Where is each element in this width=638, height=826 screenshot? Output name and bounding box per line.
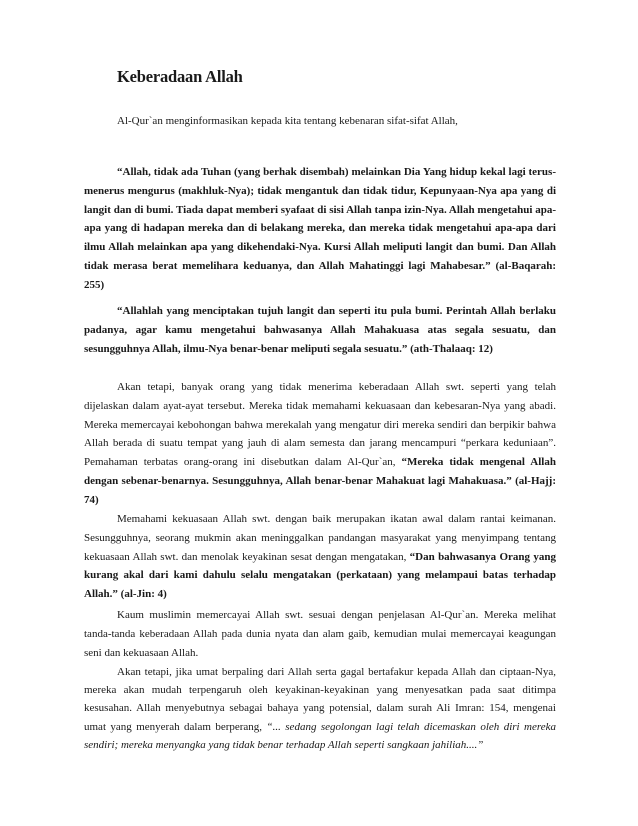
- quote-paragraph-2: [84, 302, 556, 358]
- body-paragraph-5: [84, 606, 556, 662]
- quote-text: “Mereka tidak mengenal Allah dengan sebenar-benarnya. Sesungguhnya, Allah benar-benar Mahakuat lagi Mahakuasa.” (al-Hajj: 74): [84, 456, 556, 506]
- body-text: Akan tetapi, banyak orang yang tidak menerima keberadaan Allah swt. seperti yang telah dijelaskan dalam ayat-ayat tersebut. Mereka tidak memahami kekuasaan dan kebesaran-Nya yang abadi. Mereka memercayai kebohongan bahwa merekalah yang mengatur diri mereka sendiri dan berpikir bahwa Allah berada di suatu tempat yang jauh di alam semesta dan jarang mencampuri “perkara keduniaan”. Pemahaman terbatas orang-orang ini disebutkan dalam Al-Qur`an,: [84, 381, 556, 469]
- body-paragraph-6: [84, 663, 556, 754]
- intro-text: Al-Qur`an menginformasikan kepada kita tentang kebenaran sifat-sifat Allah,: [117, 115, 458, 127]
- body-text: Kaum muslimin memercayai Allah swt. sesuai dengan penjelasan Al-Qur`an. Mereka melihat tanda-tanda keberadaan Allah pada dunia nyata dan alam gaib, kemudian mulai memercayai keagungan seni dan kekuasaan Allah.: [84, 609, 556, 659]
- quote-text: “Allahlah yang menciptakan tujuh langit dan seperti itu pula bumi. Perintah Allah berlaku padanya, agar kamu mengetahui bahwasanya Allah Mahakuasa atas segala sesuatu, dan sesungguhnya Allah, ilmu-Nya benar-benar meliputi segala sesuatu.” (ath-Thalaaq: 12): [84, 305, 556, 355]
- body-paragraph-3: [84, 378, 556, 510]
- body-paragraph-4: [84, 510, 556, 604]
- page-title: Keberadaan Allah: [117, 67, 243, 86]
- body-text: Memahami kekuasaan Allah swt. dengan baik merupakan ikatan awal dalam rantai keimanan. Sesungguhnya, seorang mukmin akan meninggalkan pandangan masyarakat yang menyimpang tentang kekuasaan Allah swt. dan menolak keyakinan sesat dengan mengatakan,: [84, 513, 556, 563]
- quote-text: “... sedang segolongan lagi telah dicemaskan oleh diri mereka sendiri; mereka menyangka yang tidak benar terhadap Allah seperti sangkaan jahiliah....”: [84, 720, 556, 751]
- quote-text: “Allah, tidak ada Tuhan (yang berhak disembah) melainkan Dia Yang hidup kekal lagi terus-menerus mengurus (makhluk-Nya); tidak mengantuk dan tidak tidur, Kepunyaan-Nya apa yang di langit dan di bumi. Tiada dapat memberi syafaat di sisi Allah tanpa izin-Nya. Allah mengetahui apa-apa yang di hadapan mereka dan di belakang mereka, dan mereka tidak mengetahui apa-apa dari ilmu Allah melainkan apa yang dikehendaki-Nya. Kursi Allah meliputi langit dan bumi. Dan Allah tidak merasa berat memelihara keduanya, dan Allah Mahatinggi lagi Mahabesar.” (al-Baqarah: 255): [84, 166, 556, 291]
- body-text: Akan tetapi, jika umat berpaling dari Allah serta gagal bertafakur kepada Allah dan ciptaan-Nya, mereka akan mudah terpengaruh oleh keyakinan-keyakinan yang menyesatkan pada saat ditimpa kesusahan. Allah menyebutnya sebagai bahaya yang potensial, dalam surah Ali Imran: 154, mengenai umat yang menyerah dalam berperang,: [84, 666, 556, 733]
- quote-paragraph-1: [84, 163, 556, 295]
- quote-text: “Dan bahwasanya Orang yang kurang akal dari kami dahulu selalu mengatakan (perkataan) yang melampaui batas terhadap Allah.” (al-Jin: 4): [84, 550, 556, 601]
